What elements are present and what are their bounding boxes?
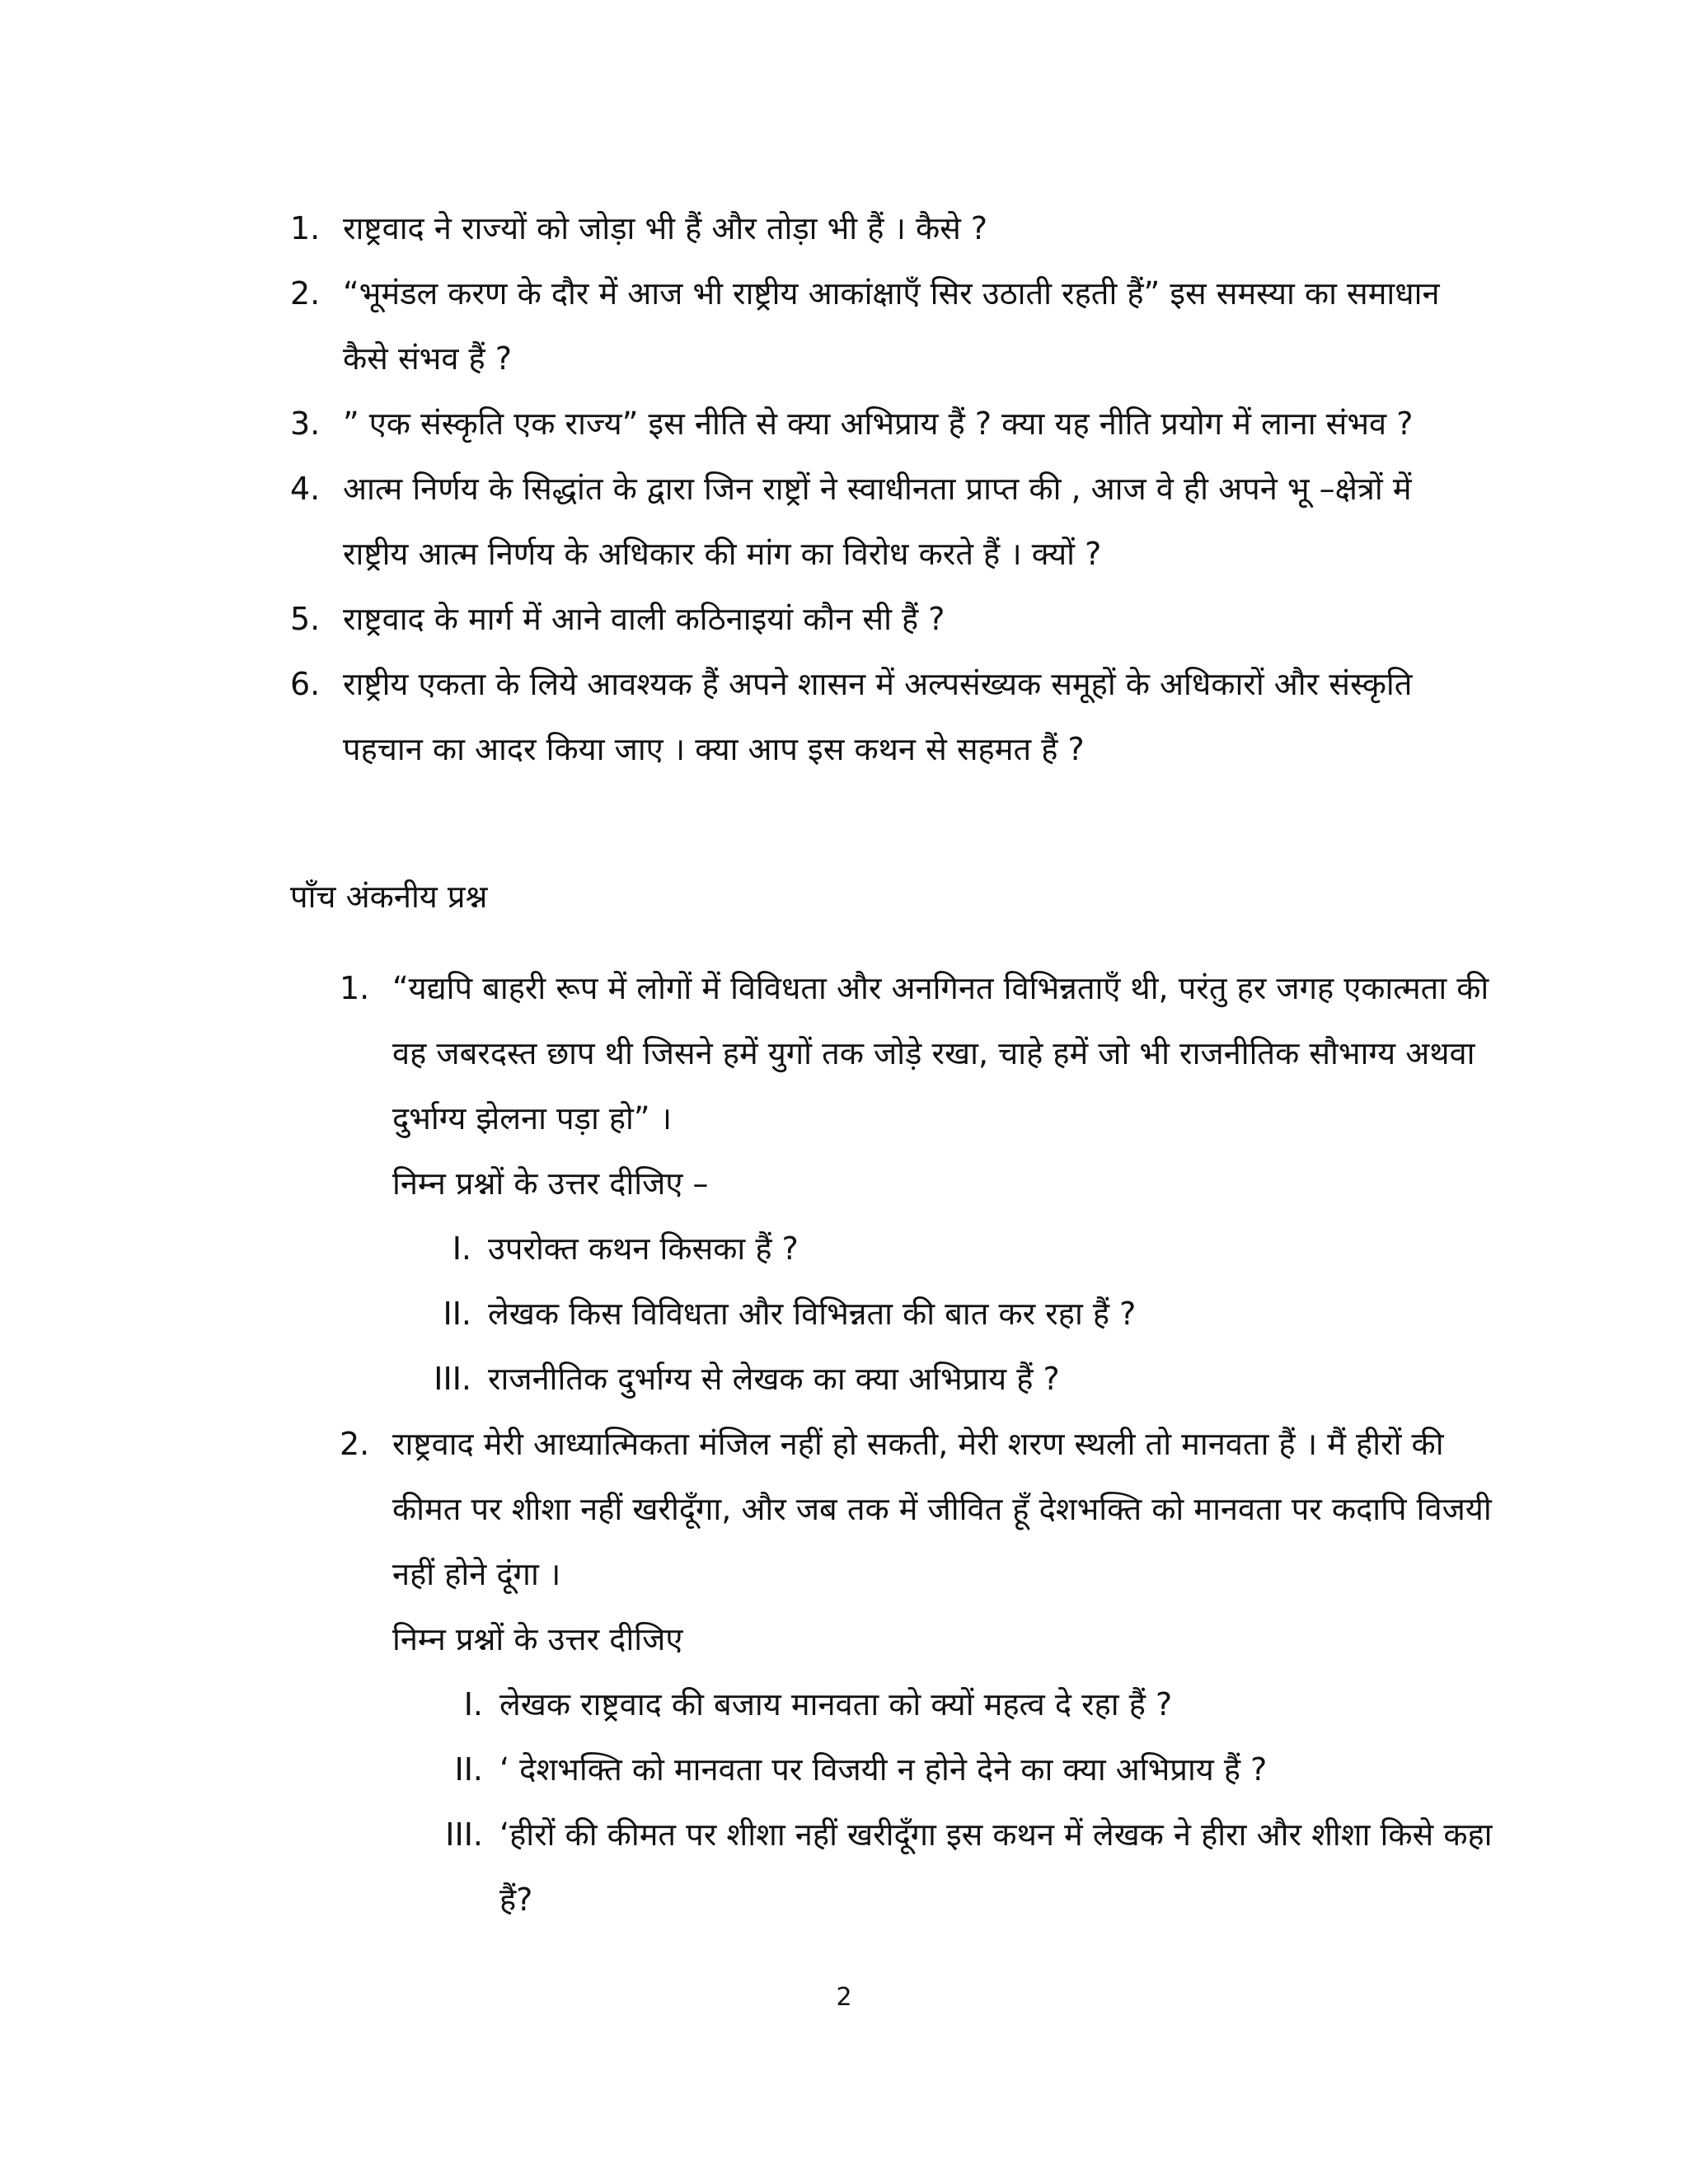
passage-number: 1. [340, 970, 370, 1006]
question-text: “भूमंडल करण के दौर में आज भी राष्ट्रीय आकांक्षाएँ सिर उठाती रहती हैं” इस समस्या का समाधान कैसे संभव हैं ? [343, 275, 1440, 377]
question-number: 6. [290, 666, 321, 702]
sub-question-item [392, 1282, 1493, 1347]
passage-instruction: निम्न प्रश्नों के उत्तर दीजिए [392, 1621, 683, 1657]
sub-question-number: II. [443, 1296, 471, 1332]
passage-body [392, 1412, 1493, 1933]
question-text: राष्ट्रवाद ने राज्यों को जोड़ा भी हैं और तोड़ा भी हैं । कैसे ? [343, 210, 988, 246]
question-text: राष्ट्रीय एकता के लिये आवश्यक हैं अपने शासन में अल्पसंख्यक समूहों के अधिकारों और संस्कृति पहचान का आदर किया जाए । क्या आप इस कथन से सहमत हैं ? [343, 666, 1413, 767]
short-question-list [290, 196, 1477, 782]
sub-question-text: उपरोक्त कथन किसका हैं ? [488, 1230, 799, 1267]
page-number: 2 [836, 1983, 852, 2012]
question-item [290, 196, 1477, 261]
passage-number: 2. [340, 1426, 370, 1462]
sub-question-number: III. [434, 1361, 471, 1397]
question-text: आत्म निर्णय के सिद्धांत के द्वारा जिन राष्ट्रों ने स्वाधीनता प्राप्त की , आज वे ही अपने भू –क्षेत्रों में राष्ट्रीय आत्म निर्णय के अधिकार की मांग का विरोध करते हैं । क्यों ? [343, 471, 1412, 572]
sub-question-number: III. [445, 1816, 483, 1853]
passage-instruction: निम्न प्रश्नों के उत्तर दीजिए – [392, 1165, 709, 1202]
sub-question-item [392, 1672, 1493, 1737]
section-heading: पाँच अंकनीय प्रश्न [290, 879, 488, 915]
question-number: 1. [290, 210, 321, 246]
passage-body [392, 956, 1493, 1412]
sub-question-item [392, 1347, 1493, 1412]
sub-question-item [392, 1802, 1493, 1933]
question-item [290, 457, 1477, 587]
question-item [290, 652, 1477, 782]
sub-question-text: राजनीतिक दुर्भाग्य से लेखक का क्या अभिप्राय हैं ? [488, 1361, 1060, 1397]
question-text: ” एक संस्कृति एक राज्य” इस नीति से क्या अभिप्राय हैं ? क्या यह नीति प्रयोग में लाना संभव ? [343, 405, 1414, 442]
question-item [290, 391, 1477, 457]
passage-item [340, 956, 1493, 1412]
sub-question-item [392, 1216, 1493, 1282]
sub-question-text: लेखक राष्ट्रवाद की बजाय मानवता को क्यों महत्व दे रहा हैं ? [499, 1686, 1173, 1722]
sub-question-number: II. [454, 1751, 483, 1788]
question-item [290, 261, 1477, 391]
question-number: 4. [290, 471, 321, 507]
passage-text: “यद्यपि बाहरी रूप में लोगों में विविधता और अनगिनत विभिन्नताएँ थी, परंतु हर जगह एकात्मता की वह जबरदस्त छाप थी जिसने हमें युगों तक जोड़े रखा, चाहे हमें जो भी राजनीतिक सौभाग्य अथवा दुर्भाग्य झेलना पड़ा हो” । [392, 970, 1489, 1137]
sub-question-text: ‘हीरों की कीमत पर शीशा नहीं खरीदूँगा इस कथन में लेखक ने हीरा और शीशा किसे कहा हैं? [499, 1816, 1493, 1918]
question-number: 3. [290, 405, 321, 442]
sub-question-number: I. [463, 1686, 483, 1722]
sub-question-list [392, 1216, 1493, 1412]
question-number: 2. [290, 275, 321, 312]
sub-question-text: लेखक किस विविधता और विभिन्नता की बात कर रहा हैं ? [488, 1296, 1137, 1332]
question-text: राष्ट्रवाद के मार्ग में आने वाली कठिनाइयां कौन सी हैं ? [343, 601, 945, 637]
sub-question-text: ‘ देशभक्ति को मानवता पर विजयी न होने देने का क्या अभिप्राय हैं ? [499, 1751, 1268, 1788]
sub-question-number: I. [452, 1230, 471, 1267]
sub-question-item [392, 1737, 1493, 1802]
passage-item [340, 1412, 1493, 1933]
sub-question-list [392, 1672, 1493, 1933]
question-item [290, 587, 1477, 652]
question-number: 5. [290, 601, 321, 637]
passage-question-list [340, 956, 1493, 1933]
passage-text: राष्ट्रवाद मेरी आध्यात्मिकता मंजिल नहीं हो सकती, मेरी शरण स्थली तो मानवता हैं । मैं हीरों की कीमत पर शीशा नहीं खरीदूँगा, और जब तक में जीवित हूँ देशभक्ति को मानवता पर कदापि विजयी नहीं होने दूंगा । [392, 1426, 1492, 1592]
